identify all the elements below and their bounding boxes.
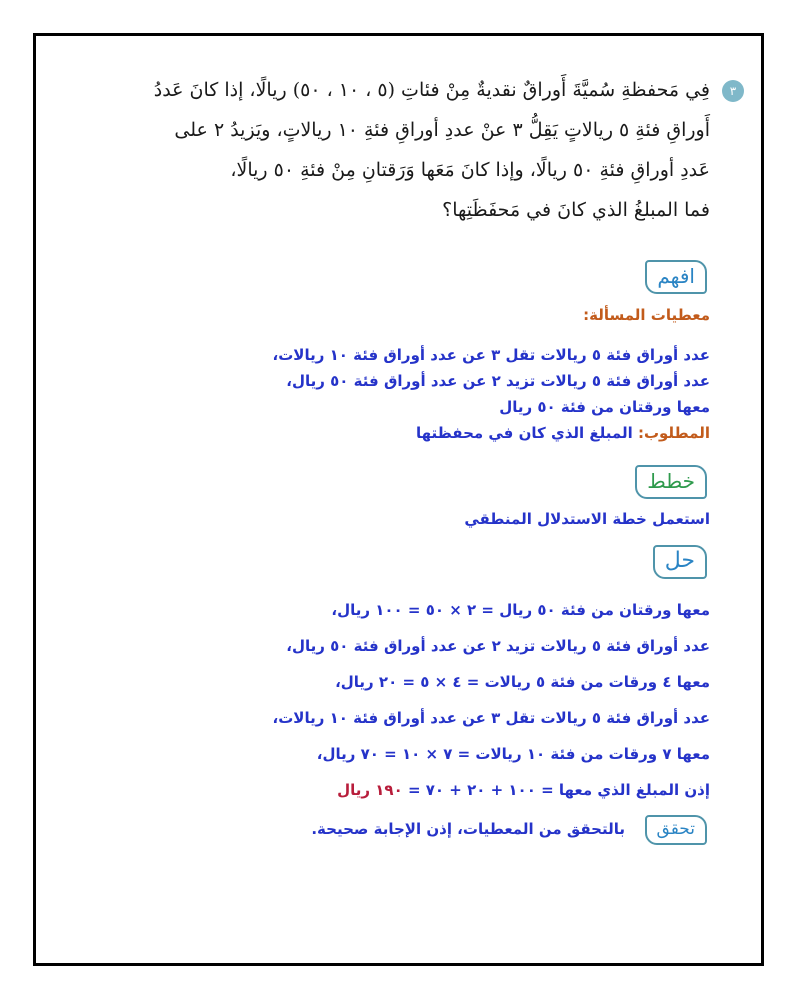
required-text: المبلغ الذي كان في محفظتها (416, 424, 638, 442)
problem-line: أَوراقِ فئةِ ٥ ريالاتٍ يَقِلُّ ٣ عنْ عددِ أوراقِ فئةِ ١٠ ريالاتٍ، ويَزيدُ ٢ على (174, 119, 710, 141)
problem-line: عَددِ أوراقِ فئةِ ٥٠ ريالًا، وإذا كانَ مَعَها وَرَقتانِ مِنْ فئةِ ٥٠ ريالًا، (230, 159, 710, 181)
understand-tag: افهم (645, 260, 707, 294)
given-item: عدد أوراق فئة ٥ ريالات تزيد ٢ عن عدد أوراق فئة ٥٠ ريال، (286, 372, 710, 390)
check-section (70, 820, 625, 838)
required-line (70, 420, 710, 446)
final-answer: ١٩٠ ريال (337, 781, 403, 799)
given-item: عدد أوراق فئة ٥ ريالات تقل ٣ عن عدد أوراق فئة ١٠ ريالات، (272, 346, 710, 364)
check-tag: تحقق (645, 815, 707, 845)
solve-line: معها ورقتان من فئة ٥٠ ريال = ٢ × ٥٠ = ١٠٠ ريال، (331, 601, 710, 619)
solve-line: عدد أوراق فئة ٥ ريالات تزيد ٢ عن عدد أوراق فئة ٥٠ ريال، (286, 637, 710, 655)
solve-tag: حل (653, 545, 707, 579)
plan-tag: خطط (635, 465, 707, 499)
solve-section (70, 592, 710, 808)
understand-section (70, 306, 710, 446)
plan-section (70, 510, 710, 528)
solve-line: معها ٤ ورقات من فئة ٥ ريالات = ٤ × ٥ = ٢٠ ريال، (335, 673, 710, 691)
problem-line: فِي مَحفظةِ سُميَّةَ أَوراقٌ نقديةٌ مِنْ فئاتِ (٥ ، ١٠ ، ٥٠) ريالًا، إذا كانَ عَددُ (153, 79, 710, 101)
problem-number-badge: ٣ (722, 80, 744, 102)
problem-line: فما المبلغُ الذي كانَ في مَحفَظَتِها؟ (442, 199, 710, 221)
solve-line: معها ٧ ورقات من فئة ١٠ ريالات = ٧ × ١٠ = ٧٠ ريال، (316, 745, 710, 763)
givens-label: معطيات المسألة: (583, 306, 710, 324)
check-text: بالتحقق من المعطيات، إذن الإجابة صحيحة. (311, 820, 625, 838)
problem-statement (70, 70, 737, 230)
required-label: المطلوب: (637, 424, 710, 442)
given-item: معها ورقتان من فئة ٥٠ ريال (499, 398, 710, 416)
solve-final-line (70, 772, 710, 808)
final-prefix: إذن المبلغ الذي معها = ١٠٠ + ٢٠ + ٧٠ = (402, 781, 710, 799)
solve-line: عدد أوراق فئة ٥ ريالات تقل ٣ عن عدد أوراق فئة ١٠ ريالات، (272, 709, 710, 727)
plan-text: استعمل خطة الاستدلال المنطقي (464, 510, 710, 528)
